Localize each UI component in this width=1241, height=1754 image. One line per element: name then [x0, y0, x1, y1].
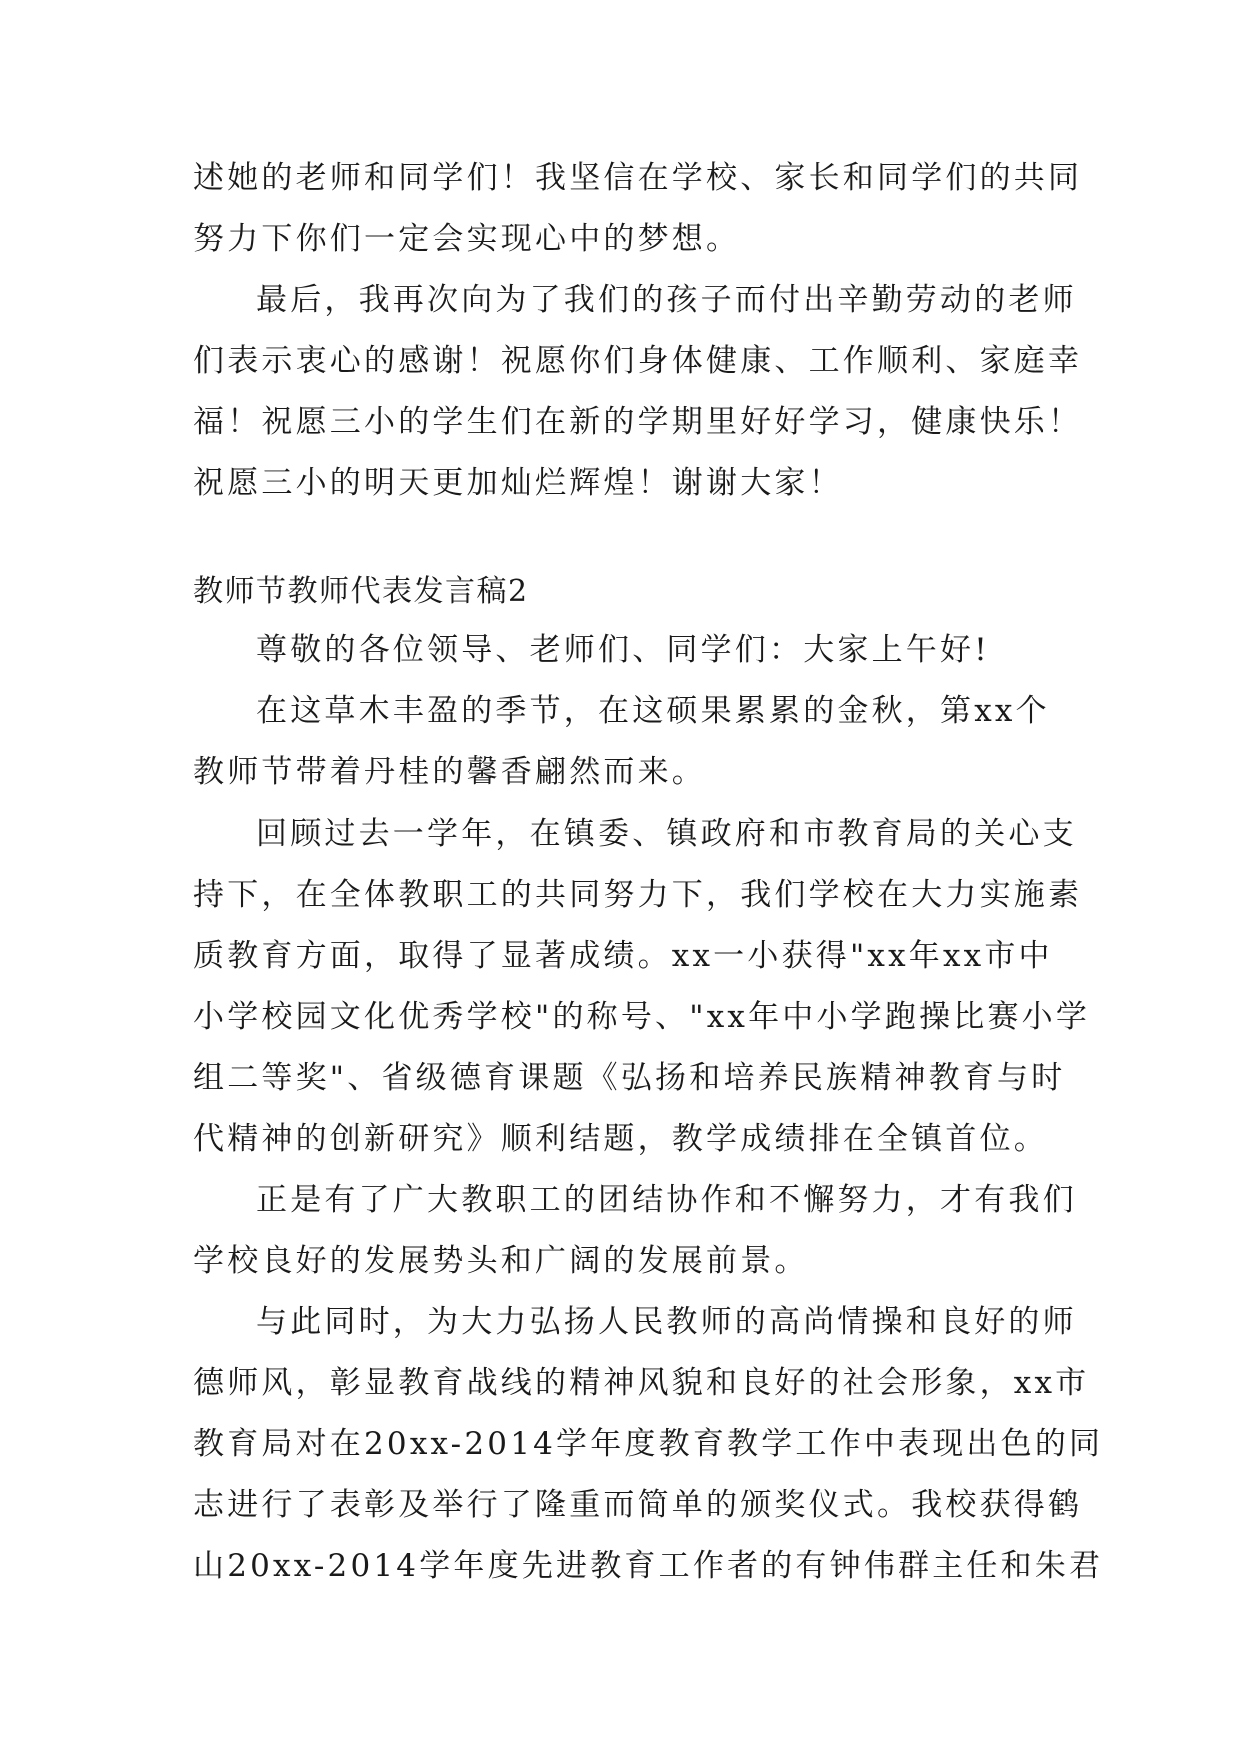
text-line: 在这草木丰盈的季节，在这硕果累累的金秋，第xx个 [256, 693, 1050, 729]
text-line: 山20xx-2014学年度先进教育工作者的有钟伟群主任和朱君 [193, 1548, 1104, 1584]
text-line: 祝愿三小的明天更加灿烂辉煌！谢谢大家！ [193, 465, 843, 501]
text-line: 福！祝愿三小的学生们在新的学期里好好学习，健康快乐！ [193, 404, 1083, 440]
text-line: 质教育方面，取得了显著成绩。xx一小获得"xx年xx市中 [193, 938, 1053, 974]
section-heading: 教师节教师代表发言稿2 [193, 574, 529, 609]
text-line: 学校良好的发展势头和广阔的发展前景。 [193, 1243, 809, 1279]
greeting-line: 尊敬的各位领导、老师们、同学们：大家上午好! [256, 632, 990, 668]
text-line: 们表示衷心的感谢！祝愿你们身体健康、工作顺利、家庭幸 [193, 343, 1083, 379]
text-line: 小学校园文化优秀学校"的称号、"xx年中小学跑操比赛小学 [193, 999, 1091, 1035]
text-line: 组二等奖"、省级德育课题《弘扬和培养民族精神教育与时 [193, 1060, 1066, 1096]
text-line: 与此同时，为大力弘扬人民教师的高尚情操和良好的师 [256, 1304, 1077, 1340]
text-line: 努力下你们一定会实现心中的梦想。 [193, 221, 741, 257]
text-line: 回顾过去一学年，在镇委、镇政府和市教育局的关心支 [256, 816, 1077, 852]
text-line: 持下，在全体教职工的共同努力下，我们学校在大力实施素 [193, 877, 1083, 913]
text-line: 正是有了广大教职工的团结协作和不懈努力，才有我们 [256, 1182, 1077, 1218]
text-line: 述她的老师和同学们！我坚信在学校、家长和同学们的共同 [193, 160, 1083, 196]
text-line: 教师节带着丹桂的馨香翩然而来。 [193, 754, 706, 790]
text-line: 德师风，彰显教育战线的精神风貌和良好的社会形象，xx市 [193, 1365, 1090, 1401]
text-line: 志进行了表彰及举行了隆重而简单的颁奖仪式。我校获得鹤 [193, 1487, 1083, 1523]
text-line: 代精神的创新研究》顺利结题，教学成绩排在全镇首位。 [193, 1121, 1048, 1157]
text-line: 教育局对在20xx-2014学年度教育教学工作中表现出色的同 [193, 1426, 1104, 1462]
text-line: 最后，我再次向为了我们的孩子而付出辛勤劳动的老师 [256, 282, 1077, 318]
